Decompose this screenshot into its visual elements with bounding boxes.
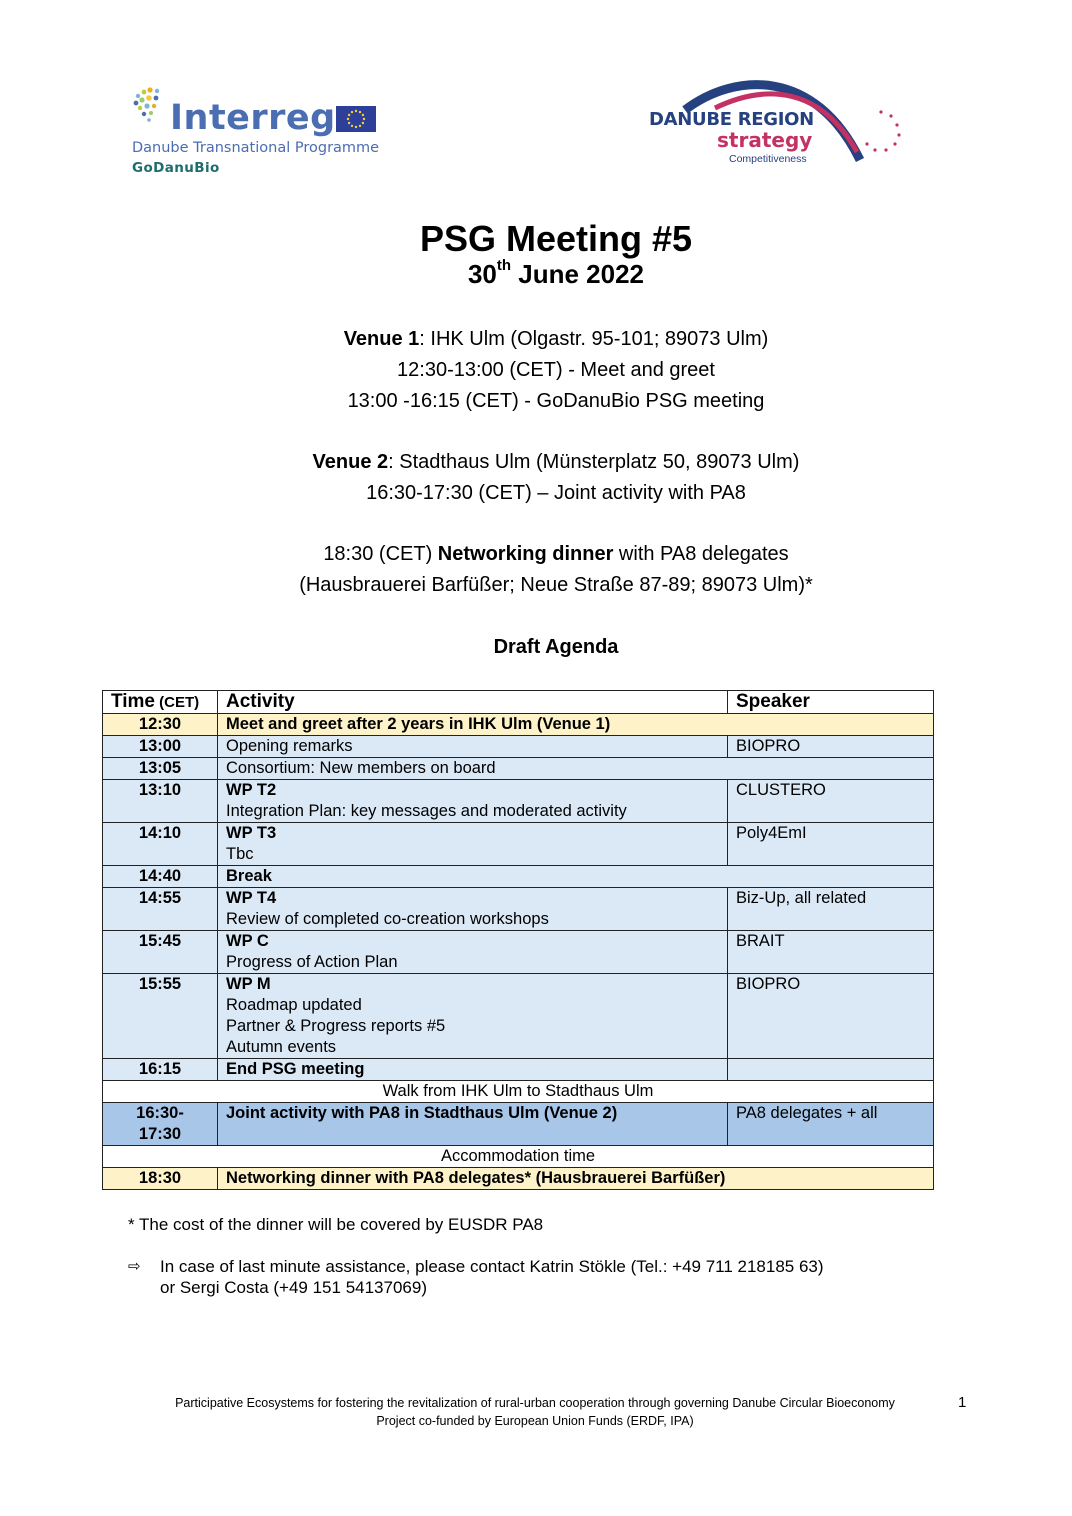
table-row: Accommodation time [103,1146,934,1168]
venue2-activity: 16:30-17:30 (CET) – Joint activity with PA8 [366,482,746,504]
header-speaker: Speaker [728,691,934,714]
meeting-date: 30th June 2022 [467,257,645,289]
page-footer: Participative Ecosystems for fostering the revitalization of rural-urban cooperation through governing Danube Circular Bioeconomy Project co-funded by European Union Funds (ERDF, IPA) [175,1396,895,1428]
header-time: Time (CET) [103,691,218,714]
table-row: 15:55 WP M Roadmap updated Partner & Progress reports #5 Autumn events BIOPRO [103,974,934,1059]
header-activity: Activity [218,691,728,714]
programme-name: Danube Transnational Programme [132,140,380,156]
agenda-heading: Draft Agenda [493,636,619,658]
drs-strategy: strategy [717,128,813,152]
table-row: Walk from IHK Ulm to Stadthaus Ulm [103,1081,934,1103]
interreg-logo [130,82,390,182]
drs-competitiveness: Competitiveness [729,153,807,165]
arrow-right-icon: ⇨ [128,1258,141,1275]
table-row: 13:05 Consortium: New members on board [103,758,934,780]
page-number: 1 [958,1394,967,1411]
dinner-footnote: * The cost of the dinner will be covered by EUSDR PA8 [128,1215,544,1234]
agenda-table [102,690,934,1190]
eu-flag-icon [336,106,376,132]
venue1-line: Venue 1: IHK Ulm (Olgastr. 95-101; 89073 Ulm) [343,328,769,350]
project-name: GoDanuBio [132,160,220,176]
interreg-dots-icon [130,84,174,126]
venue2-line: Venue 2: Stadthaus Ulm (Münsterplatz 50, 89073 Ulm) [312,451,800,473]
table-row: 12:30 Meet and greet after 2 years in IHK Ulm (Venue 1) [103,714,934,736]
table-row: 13:00 Opening remarks BIOPRO [103,736,934,758]
dinner-line: 18:30 (CET) Networking dinner with PA8 delegates [323,543,789,565]
table-row: 16:30- 17:30 Joint activity with PA8 in Stadthaus Ulm (Venue 2) PA8 delegates + all [103,1103,934,1146]
venue1-greet: 12:30-13:00 (CET) - Meet and greet [397,359,715,381]
table-row: 14:40 Break [103,866,934,888]
table-row: 14:55 WP T4 Review of completed co-creation workshops Biz-Up, all related [103,888,934,931]
venue1-meeting: 13:00 -16:15 (CET) - GoDanuBio PSG meeting [347,390,765,412]
danube-region-strategy-logo [645,72,915,172]
table-header-row [103,691,934,714]
contact-note: ⇨ In case of last minute assistance, please contact Katrin Stökle (Tel.: +49 711 218185 63) or Sergi Costa (+49 151 54137069) [128,1257,824,1297]
table-row: 15:45 WP C Progress of Action Plan BRAIT [103,931,934,974]
drs-title: DANUBE REGION [649,109,814,130]
table-row: 18:30 Networking dinner with PA8 delegates* (Hausbrauerei Barfüßer) [103,1168,934,1190]
page-title: PSG Meeting #5 [419,218,693,259]
dinner-place: (Hausbrauerei Barfüßer; Neue Straße 87-89; 89073 Ulm)* [299,574,813,596]
interreg-brand: Interreg [170,98,336,138]
table-row: 14:10 WP T3 Tbc Poly4EmI [103,823,934,866]
table-row: 16:15 End PSG meeting [103,1059,934,1081]
table-row: 13:10 WP T2 Integration Plan: key messages and moderated activity CLUSTERO [103,780,934,823]
